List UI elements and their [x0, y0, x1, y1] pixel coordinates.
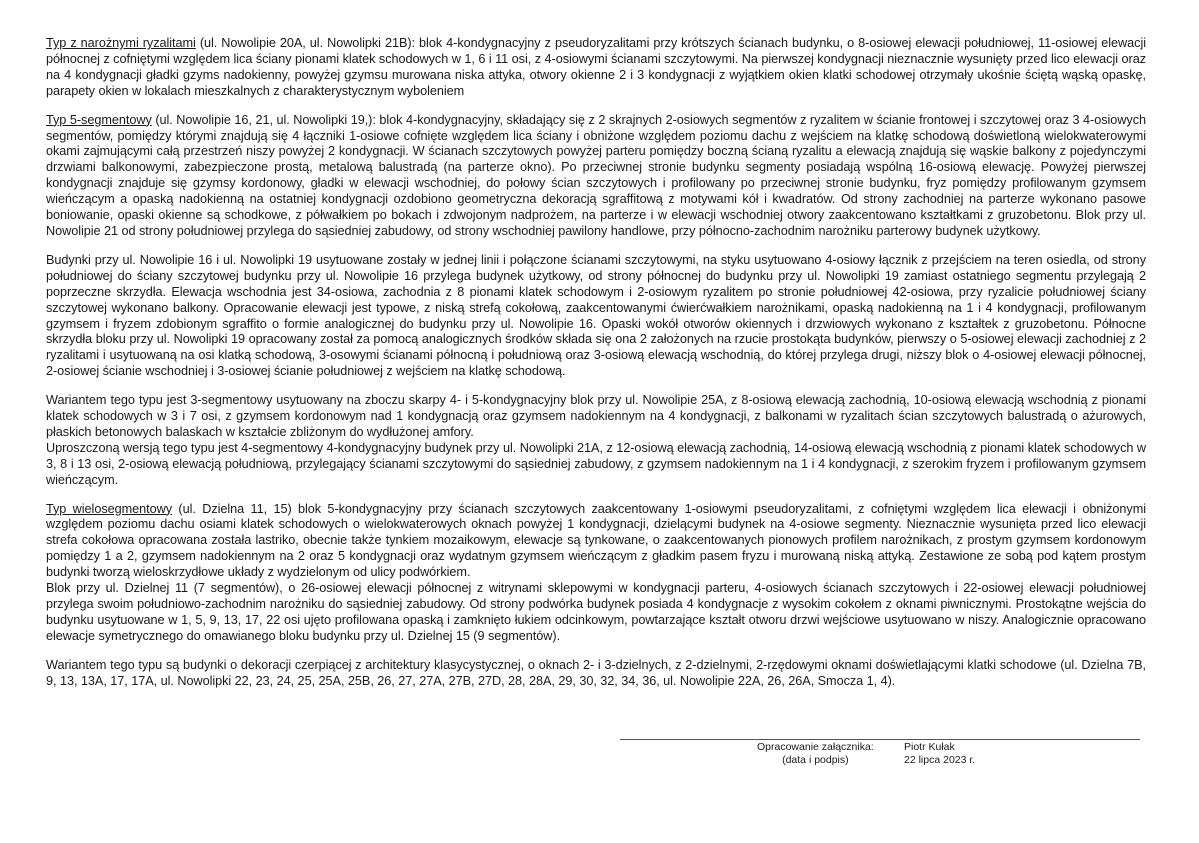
document-body: [46, 36, 1146, 703]
paragraph-text: (ul. Nowolipie 16, 21, ul. Nowolipki 19,): blok 4-kondygnacyjny, składający się z 2 skrajnych 2-osiowych segmentów z ryzalitem w ścianie frontowej i szczytowej oraz 3 4-osiowych segmentów, pomiędzy którymi znajdują się 4 łączniki 1-osiowe cofnięte względem lica ściany i obniżone względem poziomu dachu z wejściem na klatkę schodową doświetloną wielokwaterowymi okami zajmującymi całą przestrzeń niszy powyżej 2 kondygnacji. W ścianach szczytowych powyżej parteru pomiędzy boczną ścianą ryzalitu a elewacją znajdują się wąskie balkony z pojedynczymi drzwiami balkonowymi, zabezpieczone prostą, metalową balustradą (na parterze okno). Po przeciwnej stronie budynku segmenty posiadają wspólną 16-osiową elewację. Powyżej pierwszej kondygnacji znajduje się gzymsy kordonowy, gładki w elewacji wschodniej, do połowy ścian szczytowych i profilowany po przeciwnej stronie budynku, fryz pomiędzy profilowanym gzymsem wieńczącym a opaską nadokienną na ostatniej kondygnacji ozdobiono geometryczna dekoracją sgraffitową z motywami kół i kwadratów. Od strony zachodniej na parterze wykonano pasowe boniowanie, opaski okienne są schodkowe, z półwałkiem po bokach i zdwojonym nadprożem, na parterze i w elewacji wschodniej otwory zaakcentowano kształtkami z gruzobetonu. Blok przy ul. Nowolipie 21 od strony południowej przylega do sąsiedniej zabudowy, od strony wschodniej pawilony handlowe, przy północno-zachodnim narożniku parterowy budynek użytkowy.: [46, 112, 1146, 238]
signature-label-line2: (data i podpis): [782, 754, 849, 766]
paragraph-typ-5-segmentowy: [46, 113, 1146, 240]
section-heading: Typ wielosegmentowy: [46, 501, 173, 516]
paragraph-wariant-25a: [46, 393, 1146, 441]
paragraph-text: Budynki przy ul. Nowolipie 16 i ul. Nowolipki 19 usytuowane zostały w jednej linii i połączone ścianami szczytowymi, na styku usytuowano 4-osiowy łącznik z przejściem na teren osiedla, od strony południowej do ściany szczytowej budynku przy ul. Nowolipie 16 przylega budynek użytkowy, od strony północnej do budynku przy ul. Nowolipki 19 zamiast ostatniego segmentu przylegają 2 poprzeczne skrzydła. Elewacja wschodnia jest 34-osiowa, zachodnia z 8 pionami klatek schodowym i 2-osiowym ryzalitem po stronie południowej 42-osiowa, przy ryzalicie południowej ściany szczytowej wykonano balkony. Opracowanie elewacji jest typowe, z niską strefą cokołową, zaakcentowanymi ćwierćwałkiem narożnikami, opaską nadokienną na 1 i 4 kondygnacji, profilowanym gzymsem i fryzem zdobionym sgraffito o formie analogicznej do budynku przy ul. Nowolipie 16. Opaski wokół otworów okiennych i drzwiowych wykonano z kształtek z gruzobetonu. Północne skrzydła bloku przy ul. Nowolipki 19 opracowany został za pomocą analogicznych środków składa się ona 2 założonych na rzucie prostokąta budynków, pierwszy o 5-osiowej elewacji zachodniej z 2 ryzalitami i usytuowaną na osi klatką schodową, 3-osowymi ścianami północną i południową oraz 3-osiową elewacją wschodnią, do której przylega drugi, niższy blok o 4-osiowej elewacji północnej, 2-osiowej ścianie wschodniej i 3-osiowej ścianie południowej z wejściem na klatkę schodową.: [46, 252, 1146, 379]
signature-label: [757, 741, 874, 767]
author-name: Piotr Kułak: [904, 741, 955, 753]
paragraph-typ-narozne-ryzality: [46, 36, 1146, 100]
signature-author: [904, 741, 975, 767]
paragraph-typ-wielosegmentowy: [46, 502, 1146, 582]
section-heading: Typ 5-segmentowy: [46, 112, 152, 127]
paragraph-dzielna-11: [46, 581, 1146, 645]
paragraph-text: (ul. Nowolipie 20A, ul. Nowolipki 21B): blok 4-kondygnacyjny z pseudoryzalitami przy krótszych ścianach budynku, o 8-osiowej elewacji południowej, 11-osiowej elewacji północnej z cofniętymi względem lica ściany pionami klatek schodowych w 1, 6 i 11 osi, z 4-osiowymi ścianami szczytowymi. Na pierwszej kondygnacji nieznacznie wysunięty przed lico elewacji oraz na 4 kondygnacji gładki gzyms nadokienny, powyżej gzymsu murowana niska attyka, otwory okienne 2 i 3 kondygnacji z wyjątkiem okien klatki schodowej otrzymały ukośnie ściętą wąską opaskę, parapety okien w lokalach mieszkalnych z charakterystycznym wyboleniem: [46, 36, 1146, 98]
section-heading: Typ z narożnymi ryzalitami: [46, 36, 196, 50]
paragraph-text: (ul. Dzielna 11, 15) blok 5-kondygnacyjny przy ścianach szczytowych zaakcentowany 1-osiowymi pseudoryzalitami, z cofniętymi względem lica elewacji i obniżonymi względem poziomu dachu osiami klatek schodowych o wielokwaterowych oknach powyżej 1 kondygnacji, dzielącymi budynek na 4-osiowe segmenty. Nieznacznie wysunięta przed lico elewacji strefa cokołowa opracowana została lastriko, obecnie także tynkiem mozaikowym, elewacje są tynkowane, o zaakcentowanych pionowych profilem narożnikach, z prostym gzymsem kordonowym pomiędzy 1 a 2, gzymsem nadokiennym na 2 oraz 5 kondygnacji oraz wydatnym gzymsem wieńczącym z gładkim pasem fryzu i murowaną niską attyką. Zestawione ze sobą pod kątem prostym budynki tworzą wieloskrzydłowe układy z wydzielonym od ulicy podwórkiem.: [46, 501, 1146, 580]
signature-label-line1: Opracowanie załącznika:: [757, 741, 874, 753]
paragraph-text: Uproszczoną wersją tego typu jest 4-segmentowy 4-kondygnacyjny budynek przy ul. Nowolipki 21A, z 12-osiową elewacją zachodnią, 14-osiową elewacją wschodnią z pionami klatek schodowych w 3, 8 i 13 osi, 2-osiową elewacją południową, przylegający ścianami szczytowymi do sąsiedniej zabudowy, z gzymsem nadokiennym na 1 i 4 kondygnacji, z szerokim fryzem i profilowanym gzymsem wieńczącym.: [46, 440, 1146, 487]
document-date: 22 lipca 2023 r.: [904, 754, 976, 766]
paragraph-wariant-klasycystyczny: [46, 658, 1146, 690]
paragraph-wersja-21a: [46, 441, 1146, 489]
footer-divider: [620, 739, 1140, 740]
paragraph-text: Wariantem tego typu jest 3-segmentowy usytuowany na zboczu skarpy 4- i 5-kondygnacyjny blok przy ul. Nowolipie 25A, z 8-osiową elewacją zachodnią, 10-osiową elewacją wschodnią z pionami klatek schodowych w 3 i 7 osi, z gzymsem kordonowym nad 1 kondygnacją oraz gzymsem nadokiennym na 4 kondygnacji, z balkonami w ryzalitach ścian szczytowych balustradą o ażurowych, płaskich betonowych balaskach w kształcie zbliżonym do wydłużonej amfory.: [46, 393, 1146, 439]
paragraph-text: Wariantem tego typu są budynki o dekoracji czerpiącej z architektury klasycystycznej, o oknach 2- i 3-dzielnych, z 2-dzielnymi, 2-rzędowymi oknami doświetlającymi klatki schodowe (ul. Dzielna 7B, 9, 13, 13A, 17, 17A, ul. Nowolipki 22, 23, 24, 25, 25A, 25B, 26, 27, 27A, 27B, 27D, 28, 28A, 29, 30, 32, 34, 36, ul. Nowolipie 22A, 26, 26A, Smocza 1, 4).: [46, 657, 1146, 688]
paragraph-nowolipie-16: [46, 253, 1146, 380]
paragraph-text: Blok przy ul. Dzielnej 11 (7 segmentów), o 26-osiowej elewacji północnej z witrynami sklepowymi w kondygnacji parteru, 4-osiowych ścianach szczytowych i 22-osiowej elewacji południowej przylega swoim południowo-zachodnim narożniku do sąsiedniej zabudowy. Od strony podwórka budynek posiada 4 kondygnacje z wysokim cokołem z oknami piwnicznymi. Prostokątne wejścia do budynku usytuowane w 1, 5, 9, 13, 17, 22 osi ujęto profilowana opaską i zamknięto łukiem odcinkowym, powtarzające kształt otworu drzwi wejściowe usytuowano w niszy. Analogicznie opracowano elewacje symetrycznego do omawianego bloku budynku przy ul. Dzielnej 15 (9 segmentów).: [46, 581, 1146, 643]
